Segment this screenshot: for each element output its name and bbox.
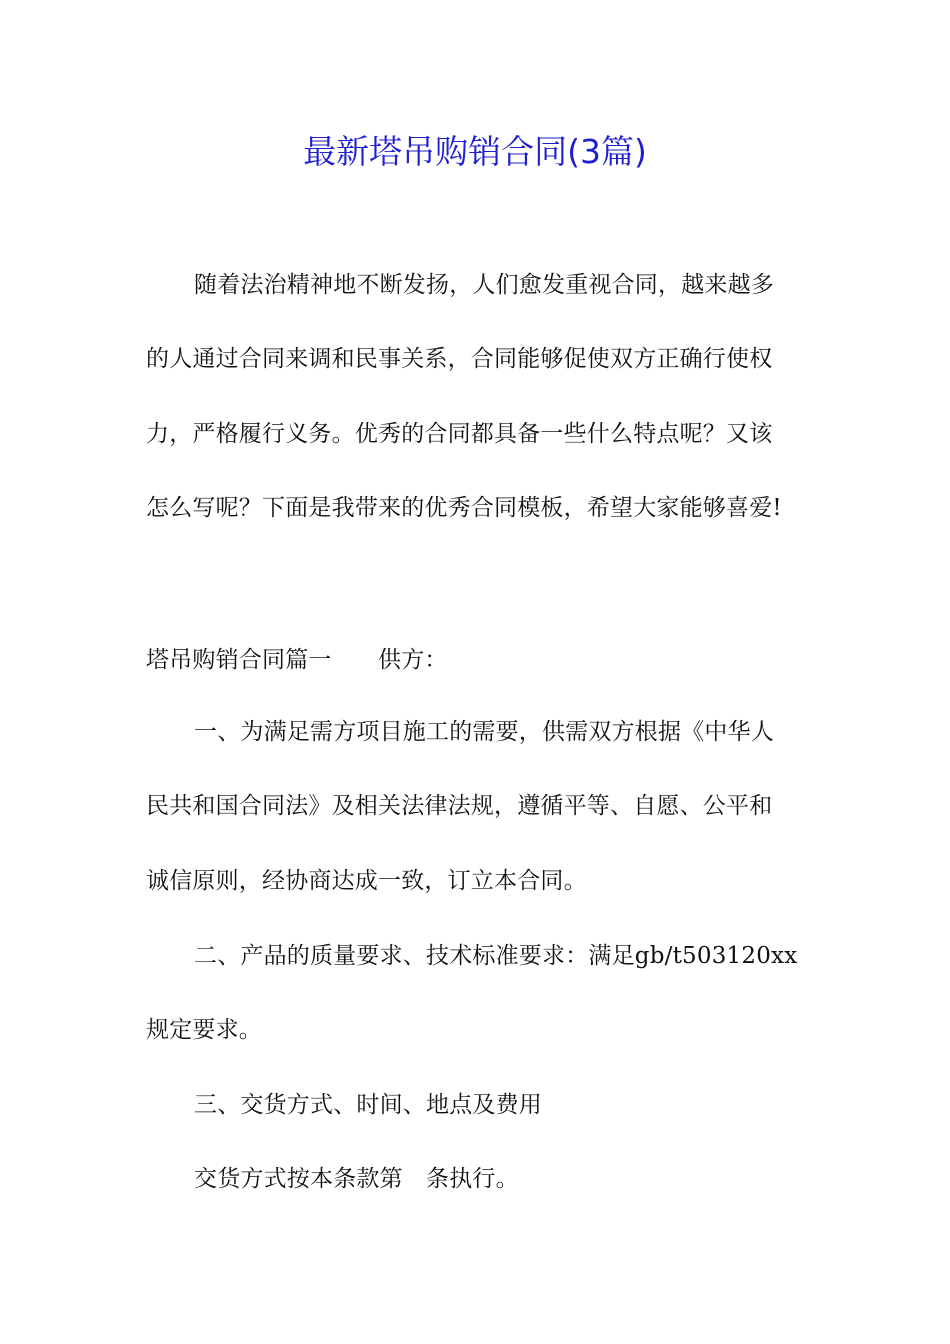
clause-1-line-3: 诚信原则，经协商达成一致，订立本合同。 bbox=[146, 868, 587, 894]
clause-2-line-1: 二、产品的质量要求、技术标准要求：满足gb/t503120xx bbox=[194, 943, 798, 969]
intro-line-4: 怎么写呢？下面是我带来的优秀合同模板，希望大家能够喜爱! bbox=[146, 495, 782, 521]
clause-2-line-2: 规定要求。 bbox=[146, 1017, 262, 1043]
intro-line-3: 力，严格履行义务。优秀的合同都具备一些什么特点呢？又该 bbox=[146, 421, 773, 447]
intro-line-2: 的人通过合同来调和民事关系，合同能够促使双方正确行使权 bbox=[146, 346, 773, 372]
clause-3-heading: 三、交货方式、时间、地点及费用 bbox=[194, 1092, 542, 1118]
clause-3-line-1: 交货方式按本条款第 条执行。 bbox=[194, 1166, 519, 1192]
section-heading: 塔吊购销合同篇一 供方： bbox=[146, 647, 448, 673]
intro-line-1: 随着法治精神地不断发扬，人们愈发重视合同，越来越多 bbox=[194, 272, 774, 298]
clause-1-line-1: 一、为满足需方项目施工的需要，供需双方根据《中华人 bbox=[194, 719, 774, 745]
clause-1-line-2: 民共和国合同法》及相关法律法规，遵循平等、自愿、公平和 bbox=[146, 793, 773, 819]
document-title: 最新塔吊购销合同(3篇) bbox=[303, 132, 647, 171]
